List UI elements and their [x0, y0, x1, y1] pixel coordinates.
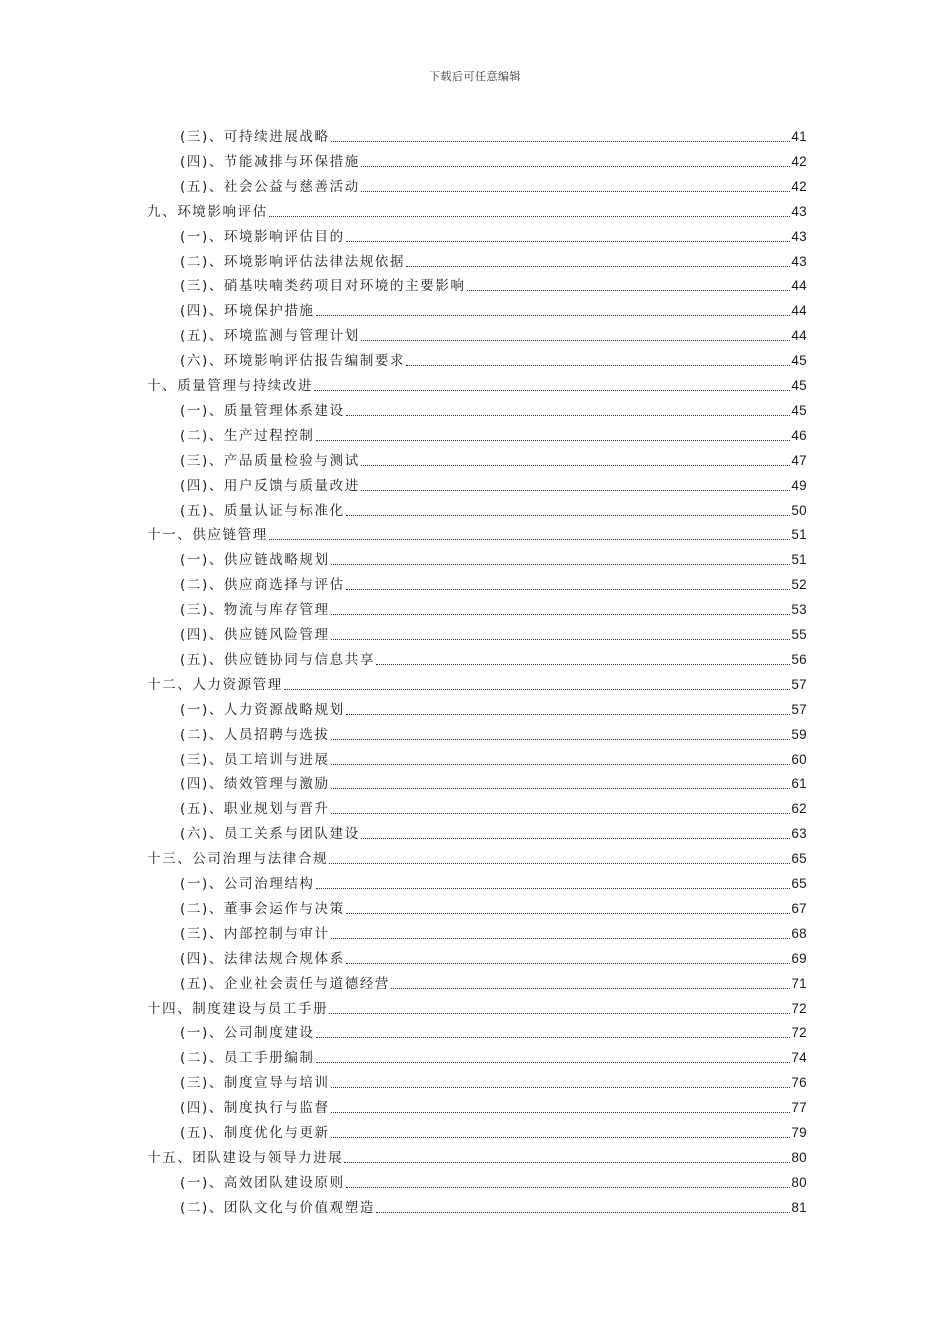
- toc-page-number: 80: [791, 1174, 807, 1190]
- toc-entry-title: 十四、制度建设与员工手册: [147, 1000, 329, 1017]
- toc-page-number: 47: [791, 452, 807, 468]
- toc-section-entry[interactable]: [180, 923, 807, 943]
- toc-chapter-entry[interactable]: [147, 848, 807, 868]
- toc-section-entry[interactable]: [180, 275, 807, 295]
- toc-dot-leader: [331, 613, 791, 615]
- toc-dot-leader: [314, 389, 790, 391]
- toc-section-entry[interactable]: [180, 1197, 807, 1217]
- toc-section-entry[interactable]: [180, 176, 807, 196]
- toc-page-number: 67: [791, 900, 807, 916]
- toc-section-entry[interactable]: [180, 973, 807, 993]
- toc-page-number: 76: [791, 1075, 807, 1091]
- toc-dot-leader: [391, 987, 790, 989]
- toc-chapter-entry[interactable]: [147, 674, 807, 694]
- toc-entry-title: (五)、企业社会责任与道德经营: [180, 975, 391, 992]
- toc-page-number: 46: [791, 427, 807, 443]
- toc-section-entry[interactable]: [180, 724, 807, 744]
- toc-entry-title: (四)、节能减排与环保措施: [180, 153, 360, 170]
- toc-section-entry[interactable]: [180, 574, 807, 594]
- toc-page-number: 60: [791, 751, 807, 767]
- toc-dot-leader: [316, 1036, 791, 1038]
- toc-section-entry[interactable]: [180, 226, 807, 246]
- toc-page-number: 77: [791, 1100, 807, 1116]
- toc-entry-title: 十二、人力资源管理: [147, 676, 283, 693]
- toc-page-number: 43: [791, 253, 807, 269]
- toc-entry-title: (二)、环境影响评估法律法规依据: [180, 253, 406, 270]
- toc-section-entry[interactable]: [180, 699, 807, 719]
- toc-entry-title: (一)、公司制度建设: [180, 1025, 315, 1042]
- toc-entry-title: (四)、环境保护措施: [180, 303, 315, 320]
- toc-entry-title: 九、环境影响评估: [147, 203, 268, 220]
- toc-section-entry[interactable]: [180, 749, 807, 769]
- toc-entry-title: (二)、团队文化与价值观塑造: [180, 1199, 375, 1216]
- toc-entry-title: (三)、内部控制与审计: [180, 925, 330, 942]
- toc-dot-leader: [331, 787, 791, 789]
- toc-entry-title: 十一、供应链管理: [147, 527, 268, 544]
- toc-entry-title: (二)、人员招聘与选拔: [180, 726, 330, 743]
- toc-page-number: 44: [791, 303, 807, 319]
- toc-entry-title: (三)、物流与库存管理: [180, 602, 330, 619]
- toc-entry-title: (二)、董事会运作与决策: [180, 900, 345, 917]
- toc-dot-leader: [331, 738, 791, 740]
- toc-dot-leader: [329, 1012, 790, 1014]
- toc-page-number: 62: [791, 801, 807, 817]
- toc-dot-leader: [346, 713, 791, 715]
- toc-entry-title: (一)、人力资源战略规划: [180, 701, 345, 718]
- toc-entry-title: (一)、公司治理结构: [180, 876, 315, 892]
- toc-section-entry[interactable]: [180, 325, 807, 345]
- toc-page-number: 74: [791, 1050, 807, 1066]
- toc-dot-leader: [346, 588, 791, 590]
- toc-entry-title: (六)、环境影响评估报告编制要求: [180, 353, 406, 370]
- toc-entry-title: (六)、员工关系与团队建设: [180, 826, 360, 843]
- toc-dot-leader: [346, 240, 791, 242]
- toc-page-number: 43: [791, 203, 807, 219]
- toc-page-number: 65: [791, 851, 807, 867]
- toc-section-entry[interactable]: [180, 624, 807, 644]
- toc-page-number: 72: [791, 1000, 807, 1016]
- toc-section-entry[interactable]: [180, 873, 807, 893]
- toc-dot-leader: [269, 215, 791, 217]
- toc-page-number: 80: [791, 1149, 807, 1165]
- toc-entry-title: (四)、法律法规合规体系: [180, 950, 345, 967]
- toc-page-number: 51: [791, 527, 807, 543]
- toc-page-number: 52: [791, 577, 807, 593]
- toc-dot-leader: [331, 563, 791, 565]
- toc-entry-title: (五)、制度优化与更新: [180, 1125, 330, 1141]
- toc-dot-leader: [331, 937, 791, 939]
- toc-dot-leader: [331, 763, 791, 765]
- toc-section-entry[interactable]: [180, 251, 807, 271]
- toc-dot-leader: [316, 887, 791, 889]
- toc-dot-leader: [361, 190, 791, 192]
- toc-page-number: 81: [791, 1199, 807, 1215]
- toc-page-number: 72: [791, 1025, 807, 1041]
- toc-dot-leader: [284, 688, 790, 690]
- toc-dot-leader: [346, 1186, 791, 1188]
- toc-dot-leader: [316, 314, 791, 316]
- toc-dot-leader: [269, 538, 791, 540]
- toc-entry-title: (二)、供应商选择与评估: [180, 577, 345, 594]
- toc-page-number: 56: [791, 651, 807, 667]
- toc-section-entry[interactable]: [180, 798, 807, 818]
- toc-dot-leader: [316, 439, 791, 441]
- toc-dot-leader: [376, 1211, 790, 1213]
- toc-section-entry[interactable]: [180, 126, 807, 146]
- toc-entry-title: (四)、用户反馈与质量改进: [180, 477, 360, 494]
- toc-chapter-entry[interactable]: [147, 1147, 807, 1167]
- toc-dot-leader: [329, 862, 790, 864]
- toc-section-entry[interactable]: [180, 400, 807, 420]
- toc-page-number: 63: [791, 826, 807, 842]
- toc-page-number: 49: [791, 477, 807, 493]
- toc-page-number: 50: [791, 502, 807, 518]
- toc-page-number: 57: [791, 676, 807, 692]
- toc-dot-leader: [331, 1086, 791, 1088]
- toc-entry-title: (五)、供应链协同与信息共享: [180, 651, 375, 668]
- toc-dot-leader: [361, 464, 791, 466]
- toc-entry-title: 十五、团队建设与领导力进展: [147, 1149, 344, 1166]
- toc-entry-title: (三)、员工培训与进展: [180, 751, 330, 768]
- page-header: 下载后可任意编辑: [429, 70, 521, 83]
- toc-page-number: 44: [791, 278, 807, 294]
- toc-section-entry[interactable]: [180, 948, 807, 968]
- toc-section-entry[interactable]: [180, 1172, 807, 1192]
- toc-page-number: 44: [791, 328, 807, 344]
- toc-entry-title: 十三、公司治理与法律合规: [147, 851, 329, 868]
- toc-entry-title: (一)、环境影响评估目的: [180, 228, 345, 245]
- toc-page-number: 45: [791, 353, 807, 369]
- toc-entry-title: 十、质量管理与持续改进: [147, 378, 314, 394]
- toc-entry-title: (三)、可持续进展战略: [180, 129, 330, 145]
- toc-page-number: 41: [791, 129, 807, 144]
- toc-entry-title: (一)、高效团队建设原则: [180, 1174, 345, 1191]
- toc-dot-leader: [331, 1136, 791, 1138]
- toc-page-number: 43: [791, 228, 807, 244]
- toc-entry-title: (一)、供应链战略规划: [180, 552, 330, 569]
- toc-page-number: 51: [791, 552, 807, 568]
- toc-section-entry[interactable]: [180, 1047, 807, 1067]
- toc-dot-leader: [406, 364, 790, 366]
- toc-page-number: 65: [791, 876, 807, 891]
- toc-entry-title: (三)、硝基呋喃类药项目对环境的主要影响: [180, 278, 466, 295]
- toc-entry-title: (四)、绩效管理与激励: [180, 776, 330, 793]
- toc-entry-title: (三)、制度宣导与培训: [180, 1075, 330, 1092]
- toc-entry-title: (五)、职业规划与晋升: [180, 801, 330, 818]
- toc-dot-leader: [346, 912, 791, 914]
- toc-dot-leader: [467, 289, 791, 291]
- toc-dot-leader: [361, 489, 791, 491]
- toc-section-entry[interactable]: [180, 773, 807, 793]
- toc-page-number: 45: [791, 378, 807, 393]
- toc-dot-leader: [361, 339, 791, 341]
- toc-dot-leader: [331, 140, 791, 142]
- toc-entry-title: (三)、产品质量检验与测试: [180, 452, 360, 469]
- toc-entry-title: (一)、质量管理体系建设: [180, 402, 345, 419]
- toc-dot-leader: [346, 414, 791, 416]
- toc-section-entry[interactable]: [180, 549, 807, 569]
- toc-page-number: 42: [791, 153, 807, 169]
- toc-section-entry[interactable]: [180, 599, 807, 619]
- toc-entry-title: (五)、质量认证与标准化: [180, 502, 345, 519]
- toc-section-entry[interactable]: [180, 500, 807, 520]
- toc-page-number: 42: [791, 178, 807, 194]
- toc-entry-title: (五)、社会公益与慈善活动: [180, 178, 360, 195]
- toc-chapter-entry[interactable]: [147, 375, 807, 395]
- toc-page-number: 57: [791, 701, 807, 717]
- toc-page-number: 68: [791, 925, 807, 941]
- toc-page-number: 79: [791, 1125, 807, 1140]
- toc-section-entry[interactable]: [180, 450, 807, 470]
- toc-dot-leader: [406, 265, 790, 267]
- toc-dot-leader: [331, 812, 791, 814]
- toc-section-entry[interactable]: [180, 898, 807, 918]
- toc-entry-title: (五)、环境监测与管理计划: [180, 328, 360, 345]
- toc-chapter-entry[interactable]: [147, 998, 807, 1018]
- toc-section-entry[interactable]: [180, 475, 807, 495]
- toc-dot-leader: [361, 165, 791, 167]
- toc-dot-leader: [331, 638, 791, 640]
- toc-section-entry[interactable]: [180, 1022, 807, 1042]
- toc-section-entry[interactable]: [180, 300, 807, 320]
- toc-entry-title: (四)、制度执行与监督: [180, 1100, 330, 1117]
- toc-entry-title: (四)、供应链风险管理: [180, 627, 330, 643]
- toc-entry-title: (二)、生产过程控制: [180, 427, 315, 444]
- toc-dot-leader: [346, 514, 791, 516]
- toc-section-entry[interactable]: [180, 1122, 807, 1142]
- toc-section-entry[interactable]: [180, 1072, 807, 1092]
- toc-section-entry[interactable]: [180, 350, 807, 370]
- toc-page-number: 53: [791, 602, 807, 618]
- toc-page-number: 61: [791, 776, 807, 792]
- toc-dot-leader: [316, 1061, 791, 1063]
- toc-section-entry[interactable]: [180, 823, 807, 843]
- toc-page-number: 59: [791, 726, 807, 742]
- toc-page-number: 55: [791, 627, 807, 642]
- toc-page-number: 71: [791, 975, 807, 991]
- toc-section-entry[interactable]: [180, 649, 807, 669]
- toc-section-entry[interactable]: [180, 1097, 807, 1117]
- toc-chapter-entry[interactable]: [147, 201, 807, 221]
- toc-dot-leader: [331, 1111, 791, 1113]
- toc-dot-leader: [346, 962, 791, 964]
- toc-chapter-entry[interactable]: [147, 524, 807, 544]
- toc-dot-leader: [344, 1161, 790, 1163]
- toc-section-entry[interactable]: [180, 151, 807, 171]
- toc-entry-title: (二)、员工手册编制: [180, 1050, 315, 1067]
- toc-page-number: 45: [791, 402, 807, 418]
- toc-page-number: 69: [791, 950, 807, 966]
- toc-dot-leader: [361, 837, 791, 839]
- toc-section-entry[interactable]: [180, 425, 807, 445]
- toc-dot-leader: [376, 663, 790, 665]
